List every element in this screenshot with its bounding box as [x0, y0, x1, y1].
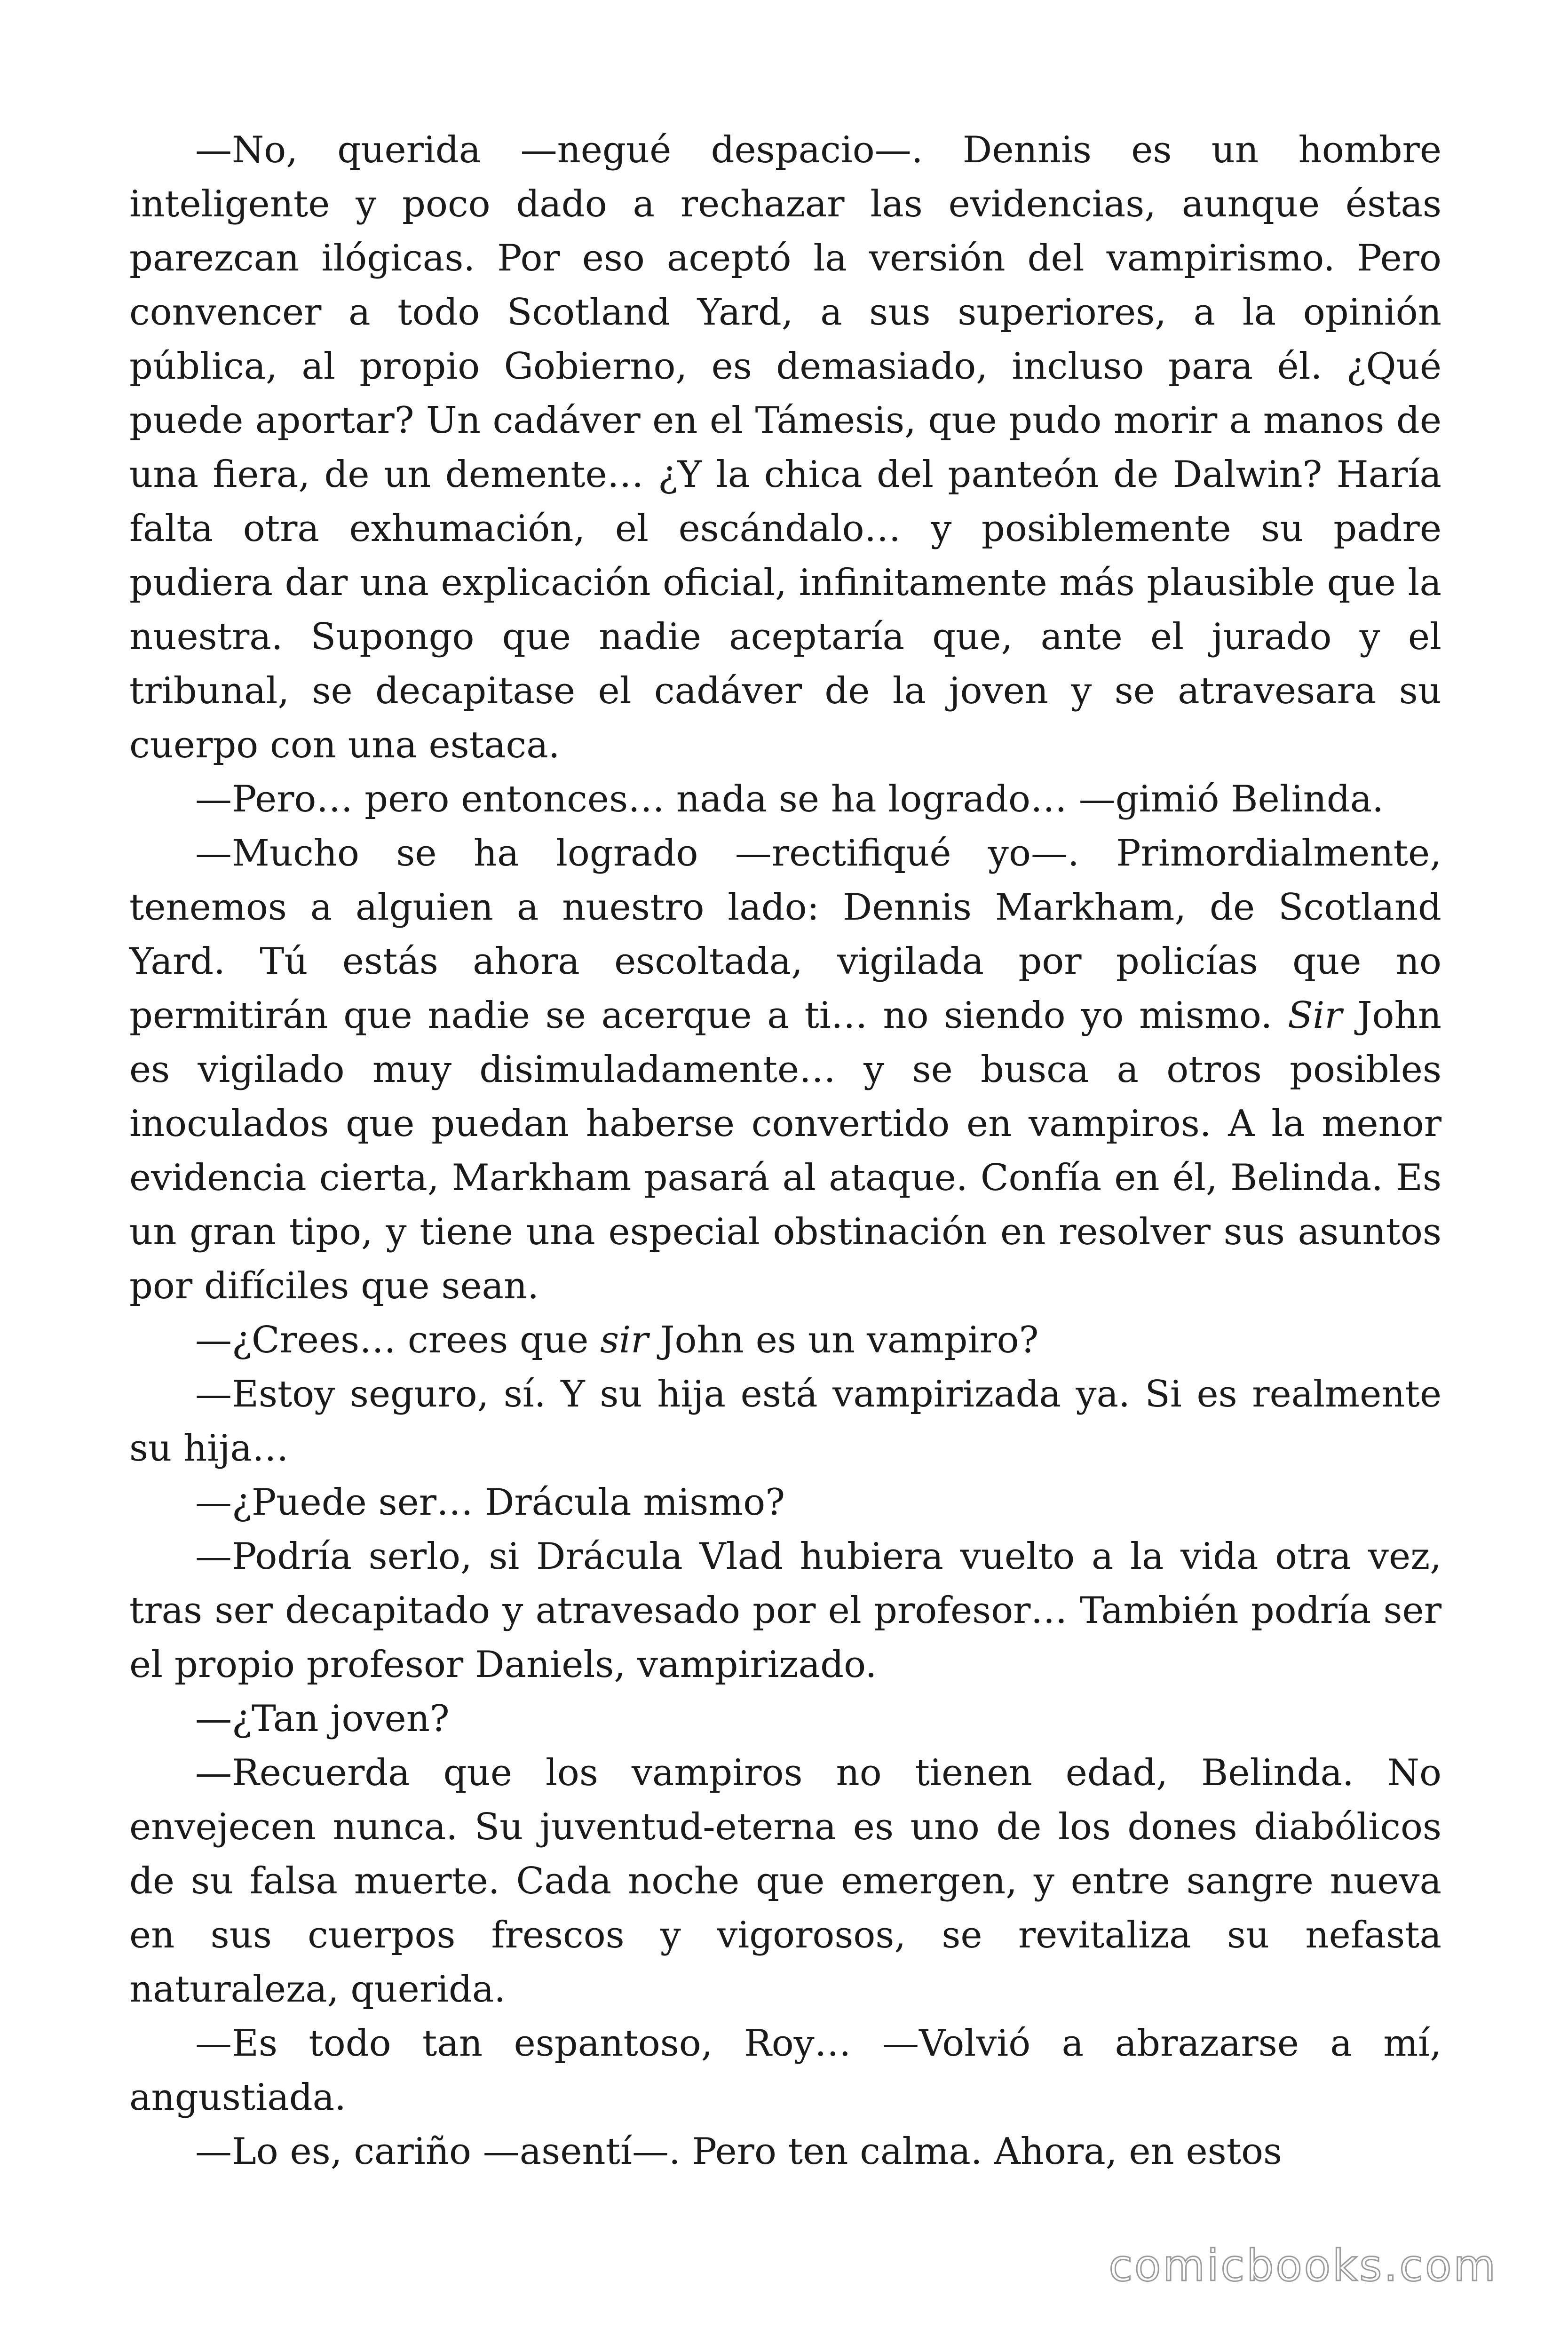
paragraph — [129, 1313, 1441, 1367]
paragraph-text: —¿Puede ser… Drácula mismo? — [195, 1481, 785, 1524]
paragraph-text: John es vigilado muy disimuladamente… y se busca a otros posibles inoculados que puedan haberse convertido en vampiros. A la menor evidencia cierta, Markham pasará al ataque. Confía en él, Belinda. Es un gran tipo, y tiene una especial obstinación en resolver sus asuntos por difíciles que sean. — [129, 994, 1441, 1307]
paragraph — [129, 2017, 1441, 2125]
paragraph-text: —Es todo tan espantoso, Roy… —Volvió a abrazarse a mí, angustiada. — [129, 2022, 1441, 2119]
paragraph-text: —No, querida —negué despacio—. Dennis es un hombre inteligente y poco dado a rechazar las evidencias, aunque éstas parezcan ilógicas. Por eso aceptó la versión del vampirismo. Pero convencer a todo Scotland Yard, a sus superiores, a la opinión pública, al propio Gobierno, es demasiado, incluso para él. ¿Qué puede aportar? Un cadáver en el Támesis, que pudo morir a manos de una fiera, de un demente… ¿Y la chica del panteón de Dalwin? Haría falta otra exhumación, el escándalo… y posiblemente su padre pudiera dar una explicación oficial, infinitamente más plausible que la nuestra. Supongo que nadie aceptaría que, ante el jurado y el tribunal, se decapitase el cadáver de la joven y se atravesara su cuerpo con una estaca. — [129, 129, 1441, 766]
paragraph — [129, 2125, 1441, 2179]
paragraph-text: —Pero… pero entonces… nada se ha logrado… —gimió Belinda. — [195, 778, 1384, 820]
paragraph-text: —Recuerda que los vampiros no tienen edad, Belinda. No envejecen nunca. Su juventud-eterna es uno de los dones diabólicos de su falsa muerte. Cada noche que emergen, y entre sangre nueva en sus cuerpos frescos y vigorosos, se revitaliza su nefasta naturaleza, querida. — [129, 1752, 1441, 2010]
paragraph-text: —Lo es, cariño —asentí—. Pero ten calma. Ahora, en estos — [195, 2130, 1283, 2173]
paragraph-text: —Mucho se ha logrado —rectifiqué yo—. Primordialmente, tenemos a alguien a nuestro lado: Dennis Markham, de Scotland Yard. Tú estás ahora escoltada, vigilada por policías que no permitirán que nadie se acerque a ti… no siendo yo mismo. — [129, 832, 1441, 1037]
paragraph — [129, 1367, 1441, 1476]
paragraph — [129, 1476, 1441, 1530]
paragraph — [129, 1746, 1441, 2017]
paragraph — [129, 826, 1441, 1313]
paragraph — [129, 123, 1441, 772]
paragraph — [129, 1530, 1441, 1692]
italic-text: Sir — [1287, 994, 1342, 1037]
paragraph — [129, 772, 1441, 826]
paragraph-text: —Podría serlo, si Drácula Vlad hubiera vuelto a la vida otra vez, tras ser decapitado y atravesado por el profesor… También podría ser el propio profesor Daniels, vampirizado. — [129, 1535, 1441, 1686]
paragraph-text: —¿Crees… crees que — [195, 1319, 601, 1361]
page-body — [129, 123, 1441, 2179]
paragraph-text: —Estoy seguro, sí. Y su hija está vampirizada ya. Si es realmente su hija… — [129, 1373, 1441, 1470]
paragraph — [129, 1692, 1441, 1746]
paragraph-text: John es un vampiro? — [648, 1319, 1039, 1361]
italic-text: sir — [600, 1319, 649, 1361]
paragraph-text: —¿Tan joven? — [195, 1698, 450, 1740]
watermark: comicbooks.com — [1109, 2241, 1497, 2291]
